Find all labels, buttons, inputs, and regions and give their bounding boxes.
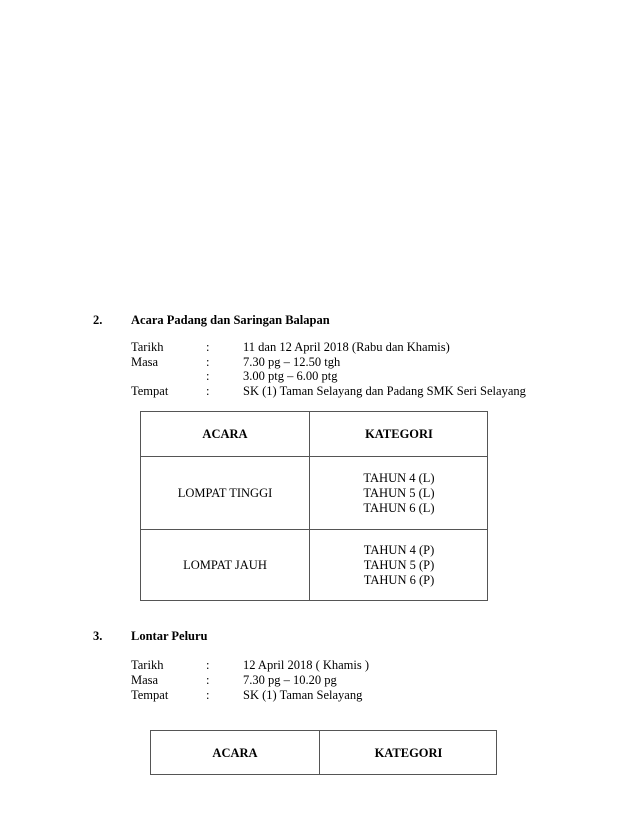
detail-value-tempat: SK (1) Taman Selayang dan Padang SMK Seri Selayang <box>243 384 526 398</box>
table-cell-acara: LOMPAT TINGGI <box>177 486 273 500</box>
detail-label-tempat: Tempat <box>131 384 169 398</box>
table-row-divider <box>141 529 487 530</box>
detail-label-masa: Masa <box>131 355 159 369</box>
detail-value-masa: 7.30 pg – 12.50 tgh <box>243 355 341 369</box>
detail-label-tarikh: Tarikh <box>131 658 164 672</box>
table-row-divider <box>141 456 487 457</box>
detail-colon: : <box>206 384 210 398</box>
detail-value-masa: 7.30 pg – 10.20 pg <box>243 673 337 687</box>
detail-value-masa-2: 3.00 ptg – 6.00 ptg <box>243 369 338 383</box>
section-3-title: Lontar Peluru <box>131 629 208 643</box>
section-3-table <box>150 730 497 775</box>
kategori-line: TAHUN 5 (L) <box>363 486 435 500</box>
kategori-line: TAHUN 4 (L) <box>363 471 435 485</box>
detail-colon: : <box>206 340 210 354</box>
detail-colon: : <box>206 355 210 369</box>
detail-value-tempat: SK (1) Taman Selayang <box>243 688 363 702</box>
detail-value-tarikh: 11 dan 12 April 2018 (Rabu dan Khamis) <box>243 340 450 354</box>
kategori-line: TAHUN 4 (P) <box>363 543 435 557</box>
table-header-kategori: KATEGORI <box>374 746 443 760</box>
section-2-title: Acara Padang dan Saringan Balapan <box>131 313 330 327</box>
table-cell-acara: LOMPAT JAUH <box>183 558 267 572</box>
detail-value-tarikh: 12 April 2018 ( Khamis ) <box>243 658 370 672</box>
detail-colon: : <box>206 688 210 702</box>
detail-label-tempat: Tempat <box>131 688 169 702</box>
table-header-kategori: KATEGORI <box>365 427 433 441</box>
detail-colon: : <box>206 673 210 687</box>
table-cell-kategori <box>310 543 488 588</box>
table-header-acara: ACARA <box>212 746 258 760</box>
section-3-number: 3. <box>93 629 103 643</box>
section-2-number: 2. <box>93 313 103 327</box>
kategori-line: TAHUN 5 (P) <box>363 558 435 572</box>
detail-label-tarikh: Tarikh <box>131 340 164 354</box>
kategori-line: TAHUN 6 (P) <box>363 573 435 587</box>
detail-colon: : <box>206 658 210 672</box>
kategori-line: TAHUN 6 (L) <box>363 501 435 515</box>
table-cell-kategori <box>310 471 488 516</box>
table-header-acara: ACARA <box>202 427 248 441</box>
section-2-table <box>140 411 488 601</box>
detail-label-masa: Masa <box>131 673 159 687</box>
detail-colon: : <box>206 369 210 383</box>
